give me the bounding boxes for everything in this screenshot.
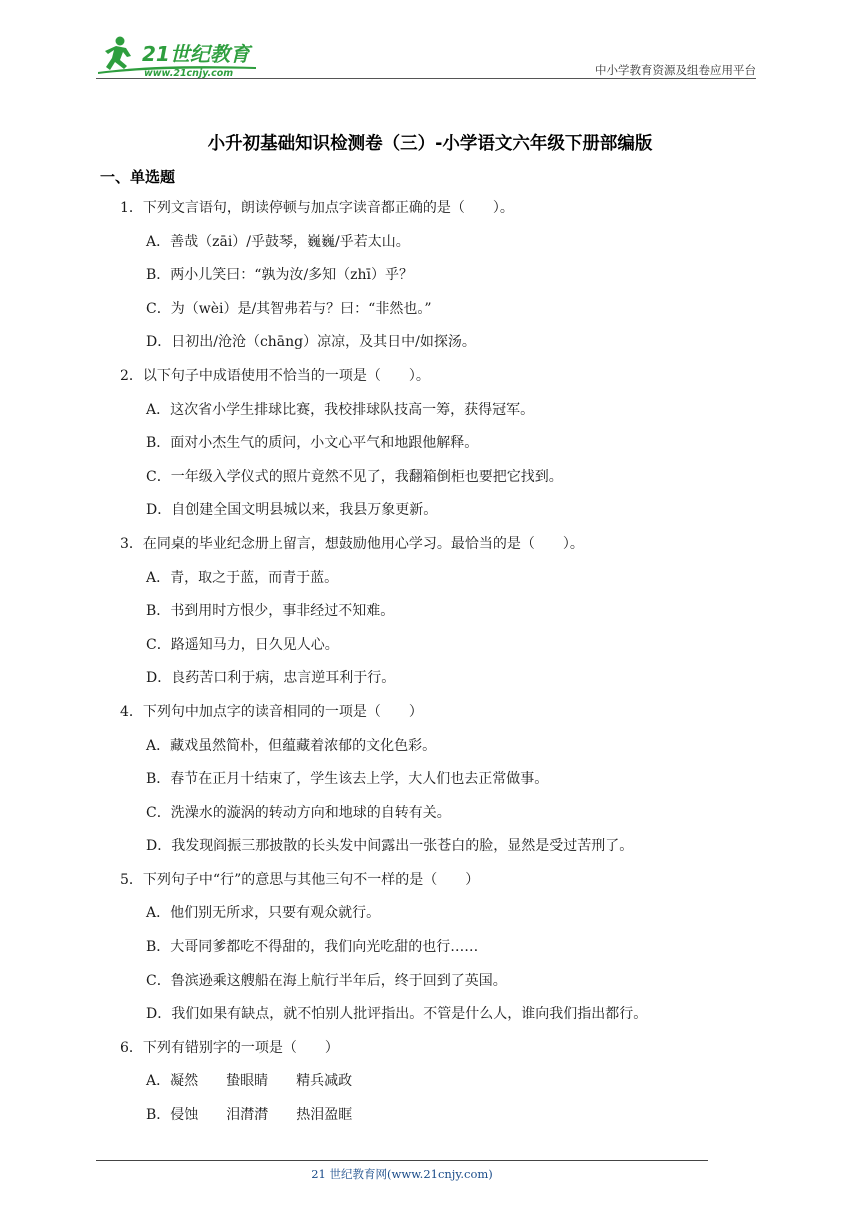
page-title: 小升初基础知识检测卷（三）-小学语文六年级下册部编版 [207,134,653,154]
question-option: C．洗澡水的漩涡的转动方向和地球的自转有关。 [146,804,451,821]
question-option: A．藏戏虽然简朴，但蕴藏着浓郁的文化色彩。 [146,737,437,754]
question-option: A．善哉（zāi）/乎鼓琴，巍巍/乎若太山。 [146,233,410,250]
question-option: B．大哥同爹都吃不得甜的，我们向光吃甜的也行…… [146,939,479,956]
question-stem: 5．下列句子中“行”的意思与其他三句不一样的是（ ） [120,871,480,888]
question-list [120,192,740,1133]
question-stem: 3．在同桌的毕业纪念册上留言，想鼓励他用心学习。最恰当的是（ ）。 [120,535,584,552]
question-option: A．他们别无所求，只要有观众就行。 [146,905,381,922]
logo [96,34,266,78]
page-header [96,34,756,80]
question-option: A．青，取之于蓝，而青于蓝。 [146,569,339,586]
logo-text: 21世纪教育 [142,42,250,66]
logo-url: www.21cnjy.com [144,68,234,78]
section-heading: 一、单选题 [100,168,176,186]
question-stem: 2．以下句子中成语使用不恰当的一项是（ ）。 [120,367,430,384]
question-stem: 6．下列有错别字的一项是（ ） [120,1039,339,1056]
question-option: B．面对小杰生气的质问，小文心平气和地跟他解释。 [146,435,479,452]
platform-name: 中小学教育资源及组卷应用平台 [595,63,756,77]
footer-divider [96,1160,708,1161]
question-option: C．路遥知马力，日久见人心。 [146,636,339,653]
question-stem: 1．下列文言语句，朗读停顿与加点字读音都正确的是（ ）。 [120,200,514,216]
question-option: B．书到用时方恨少，事非经过不知难。 [146,603,395,620]
question-option: B．春节在正月十结束了，学生该去上学，大人们也去正常做事。 [146,771,549,788]
header-divider [96,78,756,79]
question-option: B．两小儿笑曰：“孰为汝/多知（zhī）乎？ [146,267,414,284]
question-option: A．这次省小学生排球比赛，我校排球队技高一筹，获得冠军。 [146,401,535,418]
question-option: C．为（wèi）是/其智弗若与？曰：“非然也。” [146,300,432,317]
question-option: D．我们如果有缺点，就不怕别人批评指出。不管是什么人，谁向我们指出都行。 [146,1006,648,1023]
runner-icon [105,37,131,71]
question-option: D．良药苦口利于病，忠言逆耳利于行。 [146,670,396,687]
question-option: B．侵蚀 泪潸潸 热泪盈眶 [146,1107,353,1124]
question-option: A．凝然 蛰眼睛 精兵减政 [146,1073,353,1090]
question-stem: 4．下列句中加点字的读音相同的一项是（ ） [120,703,423,720]
page-footer[interactable]: 21 世纪教育网(www.21cnjy.com) [311,1167,493,1181]
question-option: C．一年级入学仪式的照片竟然不见了，我翻箱倒柜也要把它找到。 [146,468,563,485]
question-option: D．日初出/沧沧（chāng）凉凉，及其日中/如探汤。 [146,334,476,351]
question-option: C．鲁滨逊乘这艘船在海上航行半年后，终于回到了英国。 [146,972,507,989]
question-option: D．自创建全国文明县城以来，我县万象更新。 [146,502,438,519]
question-option: D．我发现阎振三那披散的长头发中间露出一张苍白的脸，显然是受过苦刑了。 [146,838,634,855]
